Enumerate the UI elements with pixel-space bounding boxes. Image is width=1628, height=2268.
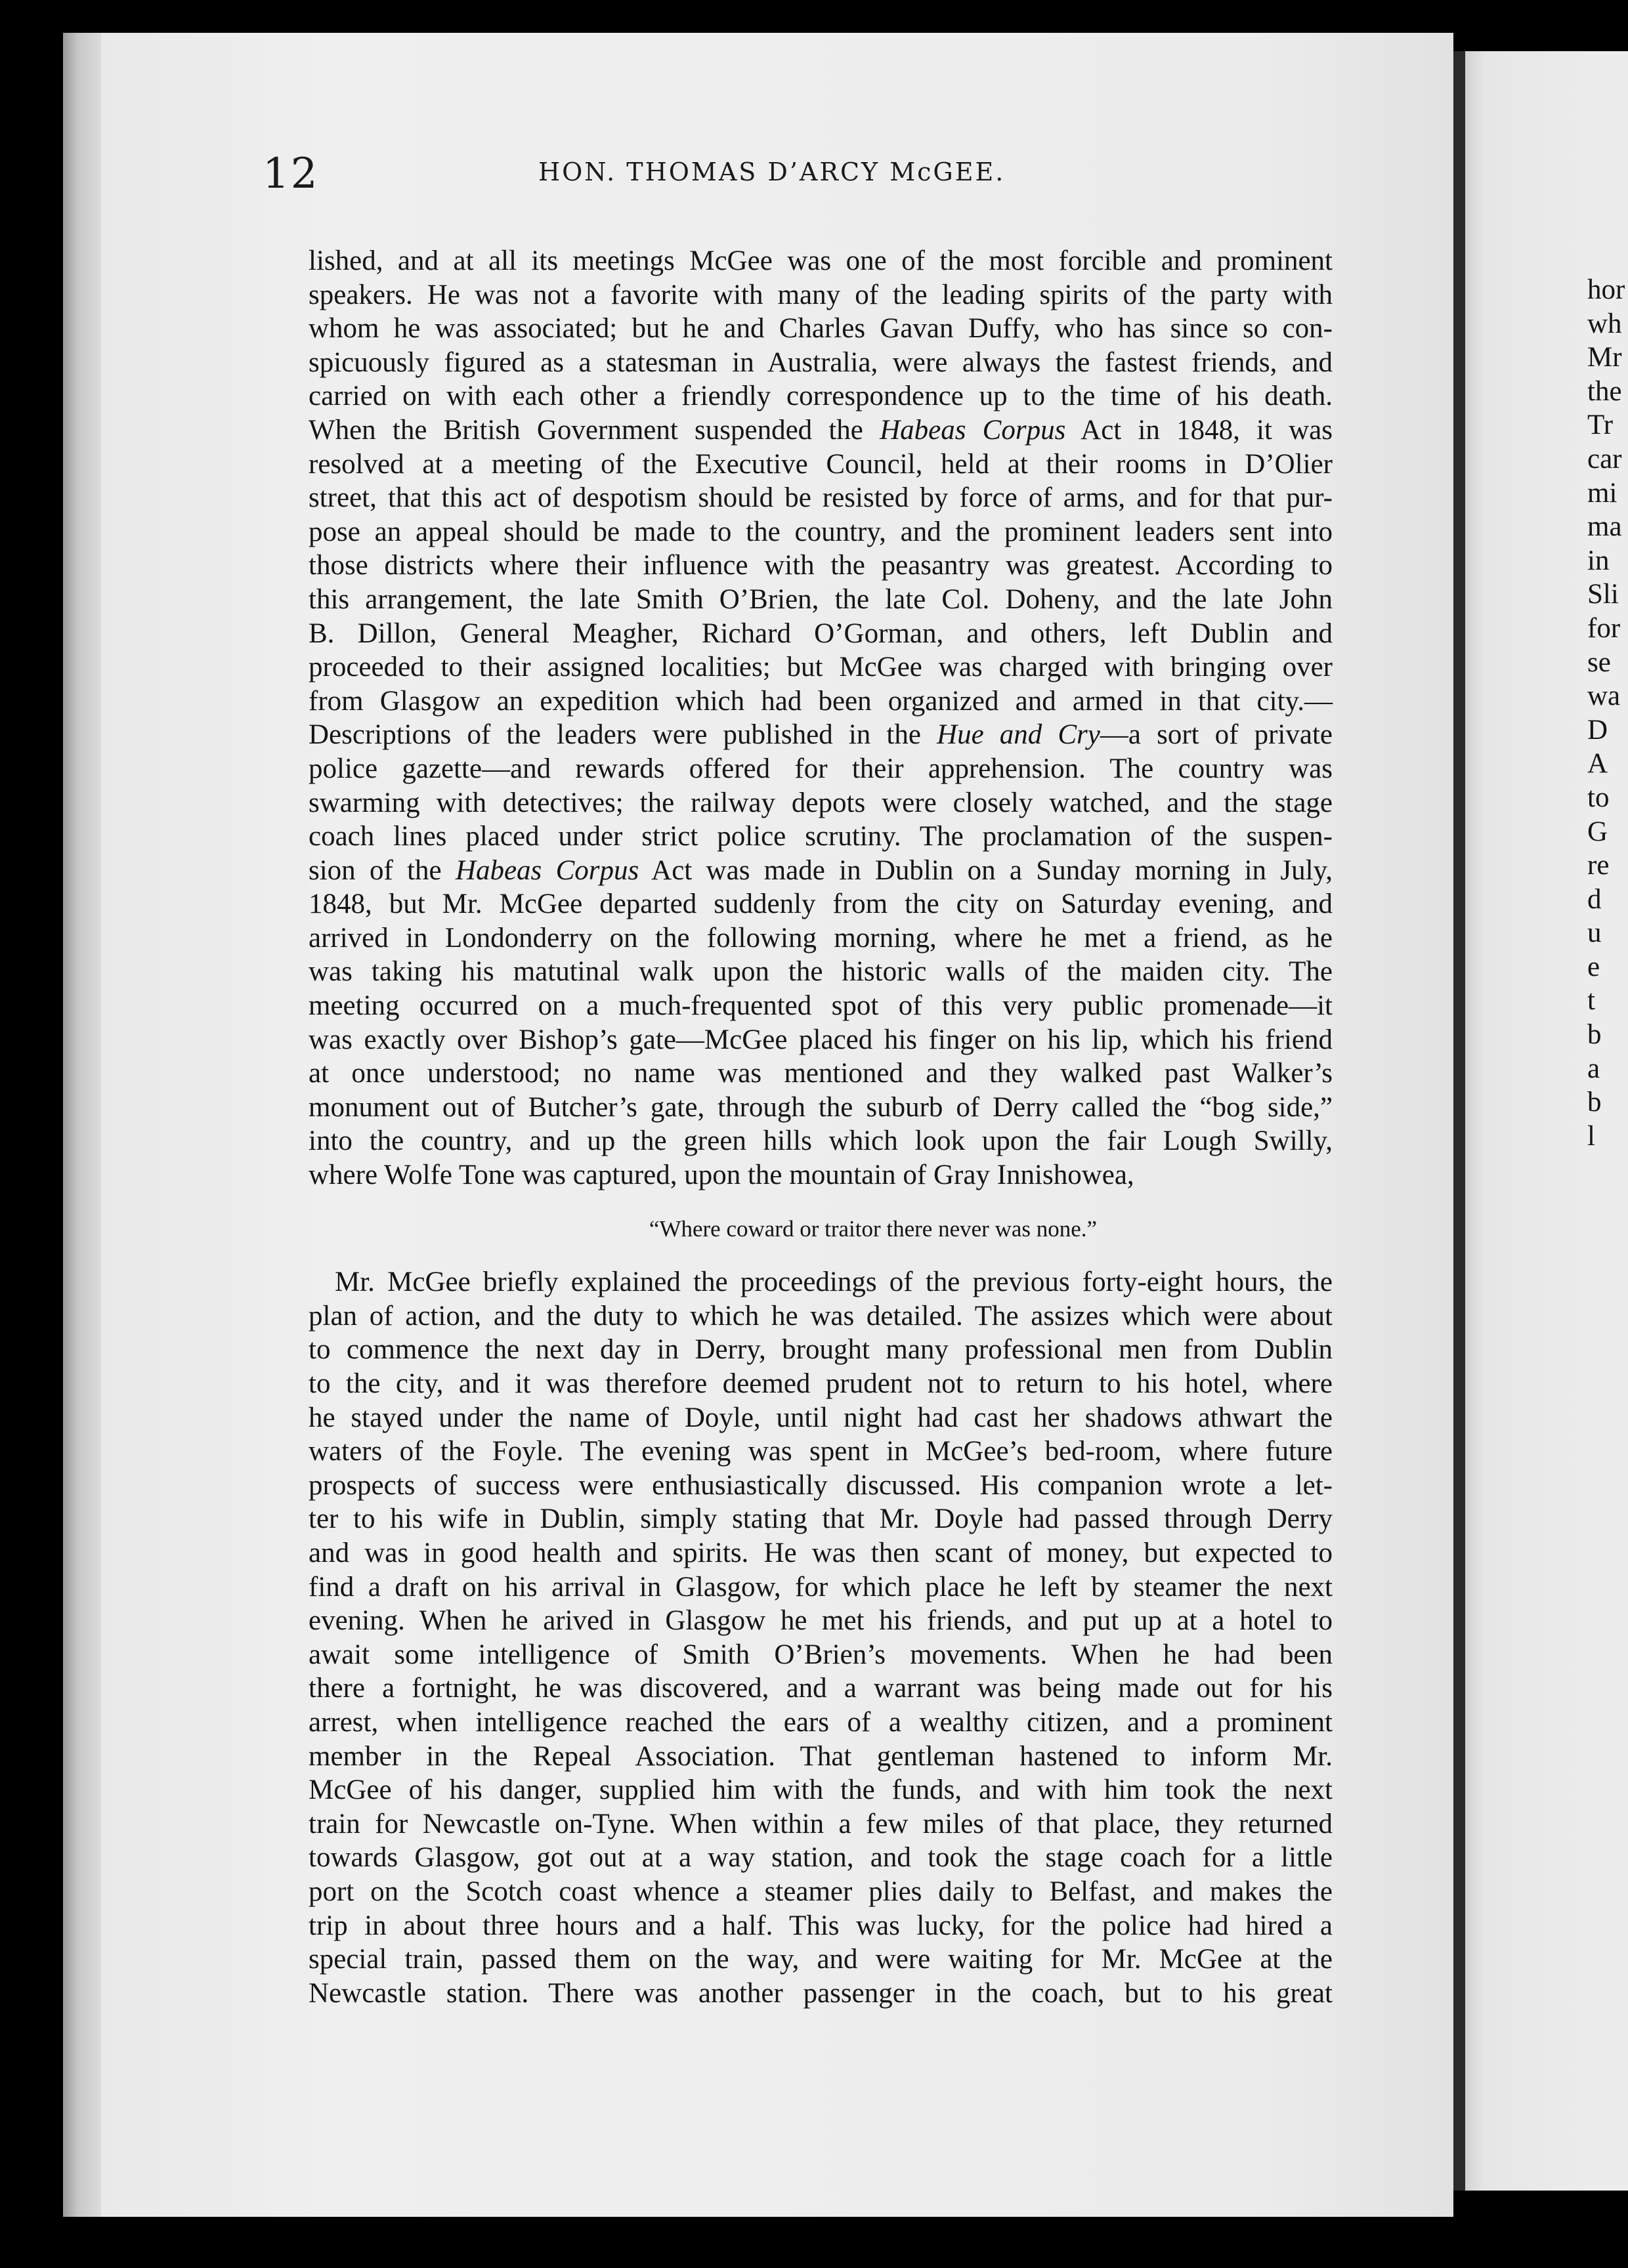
fragment: Tr xyxy=(1587,410,1614,441)
text-line: speakers. He was not a favorite with many of the leading spirits of the party with xyxy=(309,279,1333,310)
italic-phrase: Habeas Corpus xyxy=(455,854,639,886)
fragment: l xyxy=(1587,1120,1595,1152)
text-line: whom he was associated; but he and Charles Gavan Duffy, who has since so con- xyxy=(309,313,1333,345)
text-line: street, that this act of despotism should be resisted by force of arms, and for that pur- xyxy=(309,482,1333,514)
fragment: Mr xyxy=(1587,342,1622,373)
text-line: trip in about three hours and a half. This was lucky, for the police had hired a xyxy=(309,1910,1333,1941)
text-line: there a fortnight, he was discovered, and a warrant was being made out for his xyxy=(309,1673,1333,1704)
text-line: member in the Repeal Association. That gentleman hastened to inform Mr. xyxy=(309,1740,1333,1772)
fragment: mi xyxy=(1587,477,1617,509)
text-line: evening. When he arived in Glasgow he met his friends, and put up at a hotel to xyxy=(309,1605,1333,1637)
fragment: wa xyxy=(1587,681,1621,712)
fragment: se xyxy=(1587,646,1611,678)
text-line: and was in good health and spirits. He was then scant of money, but expected to xyxy=(309,1537,1333,1568)
italic-phrase: Hue and Cry xyxy=(937,719,1100,751)
page-gutter xyxy=(1453,51,1465,2191)
fragment: b xyxy=(1587,1087,1602,1118)
running-title: HON. THOMAS D’ARCY McGEE. xyxy=(538,158,1006,186)
spacer xyxy=(309,1192,1333,1212)
fragment: b xyxy=(1587,1019,1602,1051)
text-line: McGee of his danger, supplied him with the funds, and with him took the next xyxy=(309,1774,1333,1806)
text-line: from Glasgow an expedition which had been organized and armed in that city.— xyxy=(309,685,1333,717)
text-line: meeting occurred on a much-frequented spot of this very public promenade—it xyxy=(309,990,1333,1022)
text-line: proceeded to their assigned localities; but McGee was charged with bringing over xyxy=(309,652,1333,683)
text-line: arrived in Londonderry on the following morning, where he met a friend, as he xyxy=(309,922,1333,954)
body-text xyxy=(309,244,1333,2010)
text-line: arrest, when intelligence reached the ears of a wealthy citizen, and a prominent xyxy=(309,1706,1333,1738)
text-line: where Wolfe Tone was captured, upon the mountain of Gray Innishowea, xyxy=(309,1160,1134,1191)
fragment: for xyxy=(1587,612,1621,644)
fragment: A xyxy=(1587,748,1608,780)
text-line: carried on with each other a friendly correspondence up to the time of his death. xyxy=(309,381,1333,412)
text-line: was exactly over Bishop’s gate—McGee placed his finger on his lip, which his friend xyxy=(309,1024,1333,1055)
facing-page-text-fragments xyxy=(1587,273,1628,1153)
text-line: plan of action, and the duty to which he was detailed. The assizes which were about xyxy=(309,1300,1333,1332)
fragment: to xyxy=(1587,782,1610,813)
text-line: sion of the Habeas Corpus Act was made in Dublin on a Sunday morning in July, xyxy=(309,854,1333,886)
verse-quote: “Where coward or traitor there never was none.” xyxy=(649,1215,1098,1242)
fragment: a xyxy=(1587,1053,1600,1084)
fragment: ma xyxy=(1587,511,1622,543)
text-line: towards Glasgow, got out at a way station, and took the stage coach for a little xyxy=(309,1842,1333,1874)
text-line: monument out of Butcher’s gate, through the suburb of Derry called the “bog side,” xyxy=(309,1091,1333,1123)
fragment: D xyxy=(1587,714,1608,746)
text-line: Descriptions of the leaders were published in the Hue and Cry—a sort of private xyxy=(309,719,1333,751)
text-line: lished, and at all its meetings McGee was one of the most forcible and prominent xyxy=(309,245,1333,276)
text-line: spicuously figured as a statesman in Australia, were always the fastest friends, and xyxy=(309,346,1333,378)
text-line: those districts where their influence with the peasantry was greatest. According to xyxy=(309,550,1333,581)
text-line: special train, passed them on the way, and were waiting for Mr. McGee at the xyxy=(309,1944,1333,1975)
text-line: he stayed under the name of Doyle, until night had cast her shadows athwart the xyxy=(309,1402,1333,1433)
text-line: pose an appeal should be made to the country, and the prominent leaders sent into xyxy=(309,516,1333,547)
fragment: re xyxy=(1587,850,1610,881)
fragment: wh xyxy=(1587,308,1622,339)
text-line: this arrangement, the late Smith O’Brien, the late Col. Doheny, and the late John xyxy=(309,583,1333,615)
text-line: at once understood; no name was mentioned and they walked past Walker’s xyxy=(309,1058,1333,1089)
fragment: Sli xyxy=(1587,579,1619,610)
text-line: was taking his matutinal walk upon the historic walls of the maiden city. The xyxy=(309,956,1333,988)
fragment: u xyxy=(1587,917,1602,949)
text-line: to the city, and it was therefore deemed prudent not to return to his hotel, where xyxy=(309,1368,1333,1399)
text-line: coach lines placed under strict police scrutiny. The proclamation of the suspen- xyxy=(309,821,1333,852)
text-line: When the British Government suspended the Habeas Corpus Act in 1848, it was xyxy=(309,414,1333,446)
fragment: car xyxy=(1587,443,1622,474)
text-line: police gazette—and rewards offered for their apprehension. The country was xyxy=(309,753,1333,784)
text-line: waters of the Foyle. The evening was spent in McGee’s bed-room, where future xyxy=(309,1436,1333,1467)
fragment: the xyxy=(1587,375,1622,407)
text-line: port on the Scotch coast whence a steamer plies daily to Belfast, and makes the xyxy=(309,1876,1333,1907)
text-line: find a draft on his arrival in Glasgow, for which place he left by steamer the next xyxy=(309,1571,1333,1603)
text-line: 1848, but Mr. McGee departed suddenly from the city on Saturday evening, and xyxy=(309,889,1333,920)
page-spine-shadow xyxy=(63,33,101,2217)
text-line: to commence the next day in Derry, brought many professional men from Dublin xyxy=(309,1334,1333,1366)
text-line: prospects of success were enthusiastically discussed. His companion wrote a let- xyxy=(309,1469,1333,1501)
page-number: 12 xyxy=(263,150,319,198)
fragment: hor xyxy=(1587,274,1625,305)
text-line: swarming with detectives; the railway depots were closely watched, and the stage xyxy=(309,787,1333,818)
spacer xyxy=(309,1246,1333,1265)
text-line: into the country, and up the green hills which look upon the fair Lough Swilly, xyxy=(309,1125,1333,1157)
fragment: e xyxy=(1587,951,1600,982)
fragment: in xyxy=(1587,545,1610,576)
fragment: G xyxy=(1587,816,1608,847)
text-line: resolved at a meeting of the Executive Council, held at their rooms in D’Olier xyxy=(309,448,1333,480)
text-line: Mr. McGee briefly explained the proceedings of the previous forty-eight hours, the xyxy=(335,1267,1333,1298)
fragment: d xyxy=(1587,883,1602,915)
text-line: B. Dillon, General Meagher, Richard O’Gorman, and others, left Dublin and xyxy=(309,618,1333,649)
italic-phrase: Habeas Corpus xyxy=(880,414,1066,446)
text-line: ter to his wife in Dublin, simply stating that Mr. Doyle had passed through Derry xyxy=(309,1503,1333,1535)
fragment: t xyxy=(1587,985,1595,1017)
text-line: await some intelligence of Smith O’Brien’s movements. When he had been xyxy=(309,1639,1333,1670)
text-line: train for Newcastle on-Tyne. When within a few miles of that place, they returned xyxy=(309,1808,1333,1839)
text-line: Newcastle station. There was another passenger in the coach, but to his great xyxy=(309,1977,1333,2009)
